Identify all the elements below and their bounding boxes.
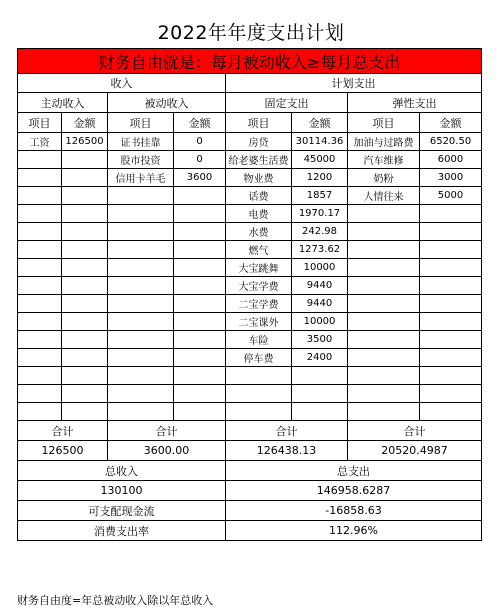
fixed-expense-amount-cell: 242.98 [292, 223, 348, 241]
table-row [18, 331, 482, 349]
table-row [18, 277, 482, 295]
disposable-cash-label: 可支配现金流 [18, 501, 226, 521]
active-income-amount-cell [62, 403, 108, 421]
fixed-expense-item-cell [226, 385, 292, 403]
flexible-expense-item-cell [348, 403, 420, 421]
active-income-amount-cell [62, 241, 108, 259]
fixed-expense-item-cell: 二宝课外 [226, 313, 292, 331]
active-income-item-cell [18, 349, 62, 367]
fixed-expense-item-cell: 房贷 [226, 133, 292, 151]
flexible-expense-item-cell [348, 385, 420, 403]
flexible-expense-item-cell [348, 295, 420, 313]
flexible-expense-item-cell: 奶粉 [348, 169, 420, 187]
table-row [18, 295, 482, 313]
fixed-expense-item-cell: 大宝跳舞 [226, 259, 292, 277]
flexible-expense-total-value: 20520.4987 [348, 441, 482, 461]
fixed-expense-amount-cell: 9440 [292, 295, 348, 313]
fixed-expense-amount-cell: 1857 [292, 187, 348, 205]
active-income-amount-cell [62, 331, 108, 349]
flexible-expense-amount-cell: 3000 [420, 169, 482, 187]
active-income-amount-cell [62, 187, 108, 205]
active-income-item-cell [18, 367, 62, 385]
passive-income-header: 被动收入 [108, 93, 226, 113]
table-row [18, 187, 482, 205]
col-header-item: 项目 [348, 113, 420, 133]
col-header-item: 项目 [226, 113, 292, 133]
banner: 财务自由就是：每月被动收入≥每月总支出 [18, 49, 482, 74]
col-header-amount: 金额 [292, 113, 348, 133]
fixed-expense-item-cell [226, 367, 292, 385]
active-income-amount-cell: 126500 [62, 133, 108, 151]
active-income-amount-cell [62, 223, 108, 241]
flexible-expense-item-cell [348, 223, 420, 241]
flexible-expense-header: 弹性支出 [348, 93, 482, 113]
flexible-expense-amount-cell [420, 241, 482, 259]
flexible-expense-item-cell [348, 349, 420, 367]
table-row [18, 349, 482, 367]
fixed-expense-total-value: 126438.13 [226, 441, 348, 461]
passive-income-amount-cell [174, 187, 226, 205]
active-income-amount-cell [62, 151, 108, 169]
table-row [18, 133, 482, 151]
active-income-item-cell [18, 169, 62, 187]
fixed-expense-item-cell: 大宝学费 [226, 277, 292, 295]
passive-income-amount-cell [174, 295, 226, 313]
fixed-expense-amount-cell: 1970.17 [292, 205, 348, 223]
fixed-expense-amount-cell: 10000 [292, 259, 348, 277]
active-income-item-cell [18, 385, 62, 403]
spending-rate-value: 112.96% [226, 521, 482, 541]
active-income-item-cell: 工资 [18, 133, 62, 151]
footnote: 财务自由度=年总被动收入除以年总收入 [17, 594, 214, 607]
passive-income-amount-cell [174, 277, 226, 295]
flexible-expense-item-cell [348, 313, 420, 331]
table-row [18, 205, 482, 223]
passive-income-item-cell [108, 187, 174, 205]
passive-income-amount-cell [174, 403, 226, 421]
fixed-expense-amount-cell: 30114.36 [292, 133, 348, 151]
passive-income-item-cell: 信用卡羊毛 [108, 169, 174, 187]
fixed-expense-item-cell: 燃气 [226, 241, 292, 259]
table-row [18, 403, 482, 421]
table-row [18, 223, 482, 241]
passive-income-amount-cell [174, 205, 226, 223]
flexible-expense-amount-cell: 6520.50 [420, 133, 482, 151]
fixed-expense-amount-cell: 1273.62 [292, 241, 348, 259]
active-income-amount-cell [62, 313, 108, 331]
passive-income-total-value: 3600.00 [108, 441, 226, 461]
passive-income-item-cell [108, 205, 174, 223]
fixed-expense-item-cell [226, 403, 292, 421]
col-header-amount: 金额 [420, 113, 482, 133]
total-expense-label: 总支出 [226, 461, 482, 481]
passive-income-amount-cell [174, 259, 226, 277]
flexible-expense-amount-cell [420, 223, 482, 241]
active-income-item-cell [18, 295, 62, 313]
passive-income-amount-cell [174, 223, 226, 241]
active-income-item-cell [18, 151, 62, 169]
fixed-expense-item-cell: 物业费 [226, 169, 292, 187]
active-income-item-cell [18, 331, 62, 349]
passive-income-amount-cell [174, 331, 226, 349]
flexible-expense-amount-cell [420, 385, 482, 403]
fixed-expense-item-cell: 车险 [226, 331, 292, 349]
active-income-amount-cell [62, 367, 108, 385]
flexible-expense-amount-cell [420, 367, 482, 385]
page-title: 2022年年度支出计划 [157, 22, 345, 44]
passive-income-item-cell [108, 223, 174, 241]
flexible-expense-item-cell [348, 259, 420, 277]
flexible-expense-amount-cell: 5000 [420, 187, 482, 205]
fixed-expense-item-cell: 水费 [226, 223, 292, 241]
fixed-expense-amount-cell: 9440 [292, 277, 348, 295]
disposable-cash-value: -16858.63 [226, 501, 482, 521]
flexible-expense-amount-cell [420, 313, 482, 331]
total-income-label: 总收入 [18, 461, 226, 481]
passive-income-item-cell [108, 367, 174, 385]
passive-income-amount-cell [174, 385, 226, 403]
flexible-expense-item-cell: 加油与过路费 [348, 133, 420, 151]
fixed-expense-amount-cell: 1200 [292, 169, 348, 187]
active-income-amount-cell [62, 205, 108, 223]
passive-income-item-cell: 股市投资 [108, 151, 174, 169]
active-income-amount-cell [62, 259, 108, 277]
col-header-amount: 金额 [62, 113, 108, 133]
active-income-total-label: 合计 [18, 421, 108, 441]
flexible-expense-amount-cell: 6000 [420, 151, 482, 169]
active-income-item-cell [18, 313, 62, 331]
active-income-amount-cell [62, 385, 108, 403]
table-row [18, 385, 482, 403]
flexible-expense-amount-cell [420, 259, 482, 277]
fixed-expense-amount-cell [292, 385, 348, 403]
flexible-expense-amount-cell [420, 205, 482, 223]
active-income-amount-cell [62, 277, 108, 295]
passive-income-amount-cell [174, 241, 226, 259]
flexible-expense-item-cell [348, 277, 420, 295]
passive-income-item-cell [108, 295, 174, 313]
col-header-item: 项目 [18, 113, 62, 133]
flexible-expense-amount-cell [420, 277, 482, 295]
expense-section-header: 计划支出 [226, 74, 482, 93]
active-income-item-cell [18, 277, 62, 295]
passive-income-item-cell [108, 277, 174, 295]
active-income-amount-cell [62, 169, 108, 187]
fixed-expense-amount-cell [292, 367, 348, 385]
passive-income-item-cell [108, 259, 174, 277]
active-income-item-cell [18, 223, 62, 241]
passive-income-amount-cell: 0 [174, 151, 226, 169]
flexible-expense-amount-cell [420, 331, 482, 349]
fixed-expense-item-cell: 话费 [226, 187, 292, 205]
fixed-expense-item-cell: 给老婆生活费 [226, 151, 292, 169]
fixed-expense-header: 固定支出 [226, 93, 348, 113]
passive-income-amount-cell [174, 313, 226, 331]
fixed-expense-total-label: 合计 [226, 421, 348, 441]
fixed-expense-item-cell: 电费 [226, 205, 292, 223]
active-income-item-cell [18, 205, 62, 223]
total-income-value: 130100 [18, 481, 226, 501]
passive-income-total-label: 合计 [108, 421, 226, 441]
flexible-expense-item-cell: 汽车维修 [348, 151, 420, 169]
flexible-expense-item-cell [348, 241, 420, 259]
fixed-expense-amount-cell: 45000 [292, 151, 348, 169]
active-income-amount-cell [62, 349, 108, 367]
active-income-amount-cell [62, 295, 108, 313]
active-income-item-cell [18, 241, 62, 259]
active-income-header: 主动收入 [18, 93, 108, 113]
passive-income-item-cell [108, 385, 174, 403]
table-row [18, 169, 482, 187]
passive-income-amount-cell: 0 [174, 133, 226, 151]
passive-income-amount-cell: 3600 [174, 169, 226, 187]
passive-income-item-cell [108, 241, 174, 259]
flexible-expense-amount-cell [420, 349, 482, 367]
flexible-expense-item-cell [348, 205, 420, 223]
flexible-expense-amount-cell [420, 403, 482, 421]
passive-income-item-cell [108, 331, 174, 349]
passive-income-amount-cell [174, 367, 226, 385]
flexible-expense-amount-cell [420, 295, 482, 313]
total-expense-value: 146958.6287 [226, 481, 482, 501]
passive-income-amount-cell [174, 349, 226, 367]
fixed-expense-amount-cell: 2400 [292, 349, 348, 367]
active-income-item-cell [18, 187, 62, 205]
table-row [18, 313, 482, 331]
passive-income-item-cell: 证书挂靠 [108, 133, 174, 151]
flexible-expense-item-cell [348, 331, 420, 349]
active-income-total-value: 126500 [18, 441, 108, 461]
table-row [18, 259, 482, 277]
table-row [18, 367, 482, 385]
fixed-expense-amount-cell [292, 403, 348, 421]
table-row [18, 241, 482, 259]
flexible-expense-total-label: 合计 [348, 421, 482, 441]
col-header-amount: 金额 [174, 113, 226, 133]
income-section-header: 收入 [18, 74, 226, 93]
active-income-item-cell [18, 259, 62, 277]
col-header-item: 项目 [108, 113, 174, 133]
spending-rate-label: 消费支出率 [18, 521, 226, 541]
budget-table-body [18, 49, 482, 541]
passive-income-item-cell [108, 349, 174, 367]
active-income-item-cell [18, 403, 62, 421]
passive-income-item-cell [108, 313, 174, 331]
table-row [18, 151, 482, 169]
budget-table [17, 48, 482, 541]
fixed-expense-amount-cell: 10000 [292, 313, 348, 331]
fixed-expense-item-cell: 二宝学费 [226, 295, 292, 313]
fixed-expense-item-cell: 停车费 [226, 349, 292, 367]
flexible-expense-item-cell [348, 367, 420, 385]
flexible-expense-item-cell: 人情往来 [348, 187, 420, 205]
fixed-expense-amount-cell: 3500 [292, 331, 348, 349]
passive-income-item-cell [108, 403, 174, 421]
